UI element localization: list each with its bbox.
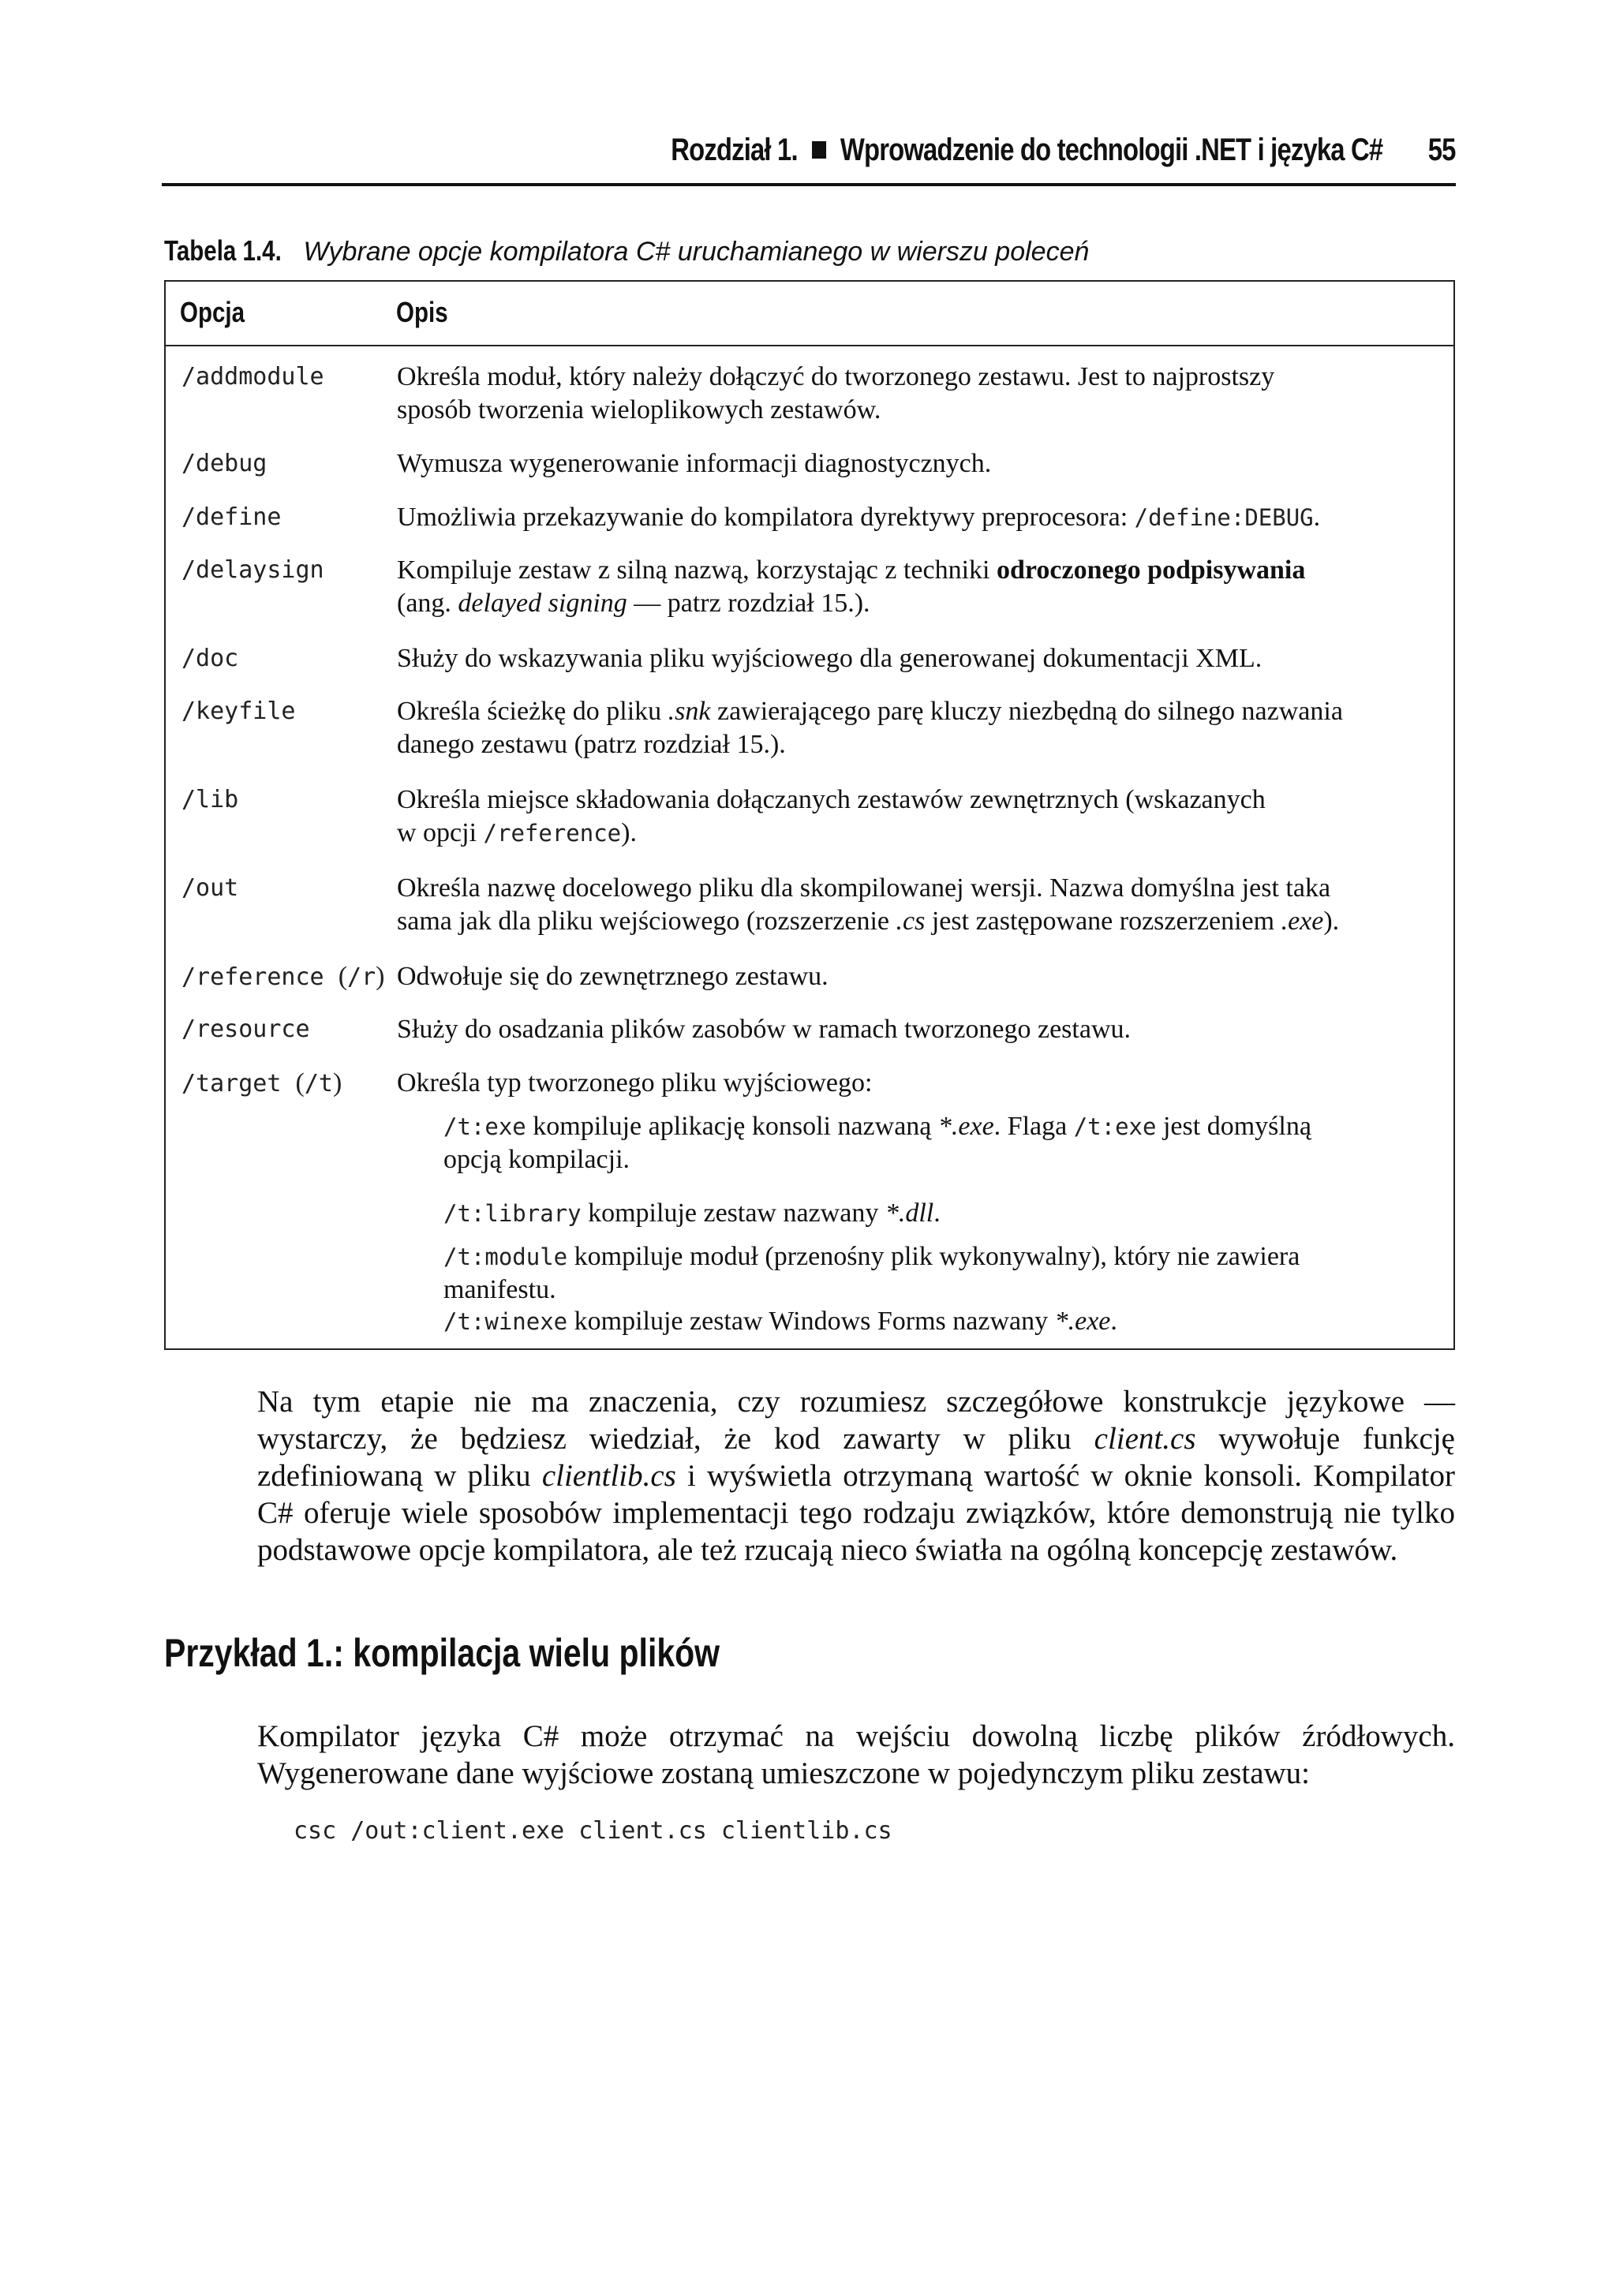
- inline-code: /t:exe: [1073, 1113, 1157, 1140]
- description-text: kompiluje aplikację konsoli nazwaną: [533, 1112, 932, 1141]
- paragraph-text: i wyświetla otrzymaną wartość w oknie konsoli. Kompilator C# oferuje wiele sposobów implementacji tego rodzaju związków, które demonstrują nie tylko podstawowe opcje kompilatora, ale też rzucają nieco światła na ogólną koncepcję zestawów.: [257, 1459, 1455, 1567]
- option-name: /doc: [181, 645, 239, 672]
- chapter-label: Rozdział 1.: [671, 133, 799, 167]
- option-name: /addmodule: [181, 363, 324, 391]
- description-line: sposób tworzenia wieloplikowych zestawów.: [397, 395, 881, 424]
- compiler-options-table: [164, 280, 1455, 1350]
- description-text: Umożliwia przekazywanie do kompilatora dyrektywy preprocesora:: [397, 503, 1128, 532]
- description-text: kompiluje moduł (przenośny plik wykonywalny), który nie zawiera: [574, 1242, 1300, 1271]
- paren: (: [338, 962, 348, 991]
- inline-code: /define:DEBUG: [1134, 504, 1314, 531]
- running-header: [162, 126, 1456, 186]
- description-text: kompiluje zestaw Windows Forms nazwany: [574, 1307, 1049, 1336]
- option-long: /target: [181, 1070, 282, 1098]
- column-header-description: Opis: [396, 296, 448, 328]
- paragraph-text: wywołuje funkcję zdefiniowaną w pliku: [257, 1422, 1455, 1493]
- option-name: /out: [181, 874, 239, 902]
- paragraph-text: Na tym etapie nie ma znaczenia, czy rozumiesz szczegółowe konstrukcje językowe — wystarczy, że będziesz wiedział, że kod zawarty w pliku: [257, 1385, 1455, 1456]
- description-line: Określa moduł, który należy dołączyć do tworzonego zestawu. Jest to najprostszy: [397, 362, 1275, 391]
- description-line: manifestu.: [443, 1275, 556, 1304]
- italic-term: .cs: [896, 907, 926, 936]
- option-name: /keyfile: [181, 697, 296, 725]
- inline-code: /reference: [483, 820, 622, 847]
- description-line: opcją kompilacji.: [443, 1145, 630, 1174]
- italic-filename: client.cs: [1094, 1422, 1196, 1456]
- description-line: Określa nazwę docelowego pliku dla skompilowanej wersji. Nazwa domyślna jest taka: [397, 873, 1331, 903]
- option-description: Służy do wskazywania pliku wyjściowego dla generowanej dokumentacji XML.: [397, 644, 1262, 673]
- option-short: /t: [304, 1070, 333, 1098]
- option-description: Służy do osadzania plików zasobów w ramach tworzonego zestawu.: [397, 1015, 1132, 1044]
- option-description: Określa typ tworzonego pliku wyjściowego:: [397, 1068, 873, 1098]
- paren: ): [376, 962, 385, 991]
- code-example: csc /out:client.exe client.cs clientlib.cs: [294, 1817, 892, 1845]
- column-header-option: Opcja: [180, 296, 245, 328]
- description-text: Kompiluje zestaw z silną nazwą, korzystając z techniki: [397, 555, 990, 585]
- option-name: /define: [181, 503, 282, 531]
- description-text: . Flaga: [993, 1112, 1068, 1141]
- option-description: [397, 695, 1438, 761]
- table-caption-label: Tabela 1.4.: [164, 234, 282, 267]
- italic-term: *.exe: [937, 1112, 994, 1141]
- option-name: [181, 1067, 342, 1101]
- target-subitem: [443, 1305, 1438, 1338]
- description-text: (ang.: [397, 589, 451, 618]
- description-text: jest domyślną: [1162, 1112, 1311, 1141]
- target-subitem: [443, 1110, 1438, 1176]
- square-bullet-icon: [812, 141, 826, 159]
- table-header-row: [166, 282, 1453, 346]
- option-description: [397, 501, 1438, 534]
- option-long: /reference: [181, 963, 324, 991]
- option-description: Odwołuje się do zewnętrznego zestawu.: [397, 962, 829, 991]
- option-short: /r: [347, 963, 376, 991]
- description-text: Określa ścieżkę do pliku: [397, 697, 662, 726]
- italic-filename: clientlib.cs: [541, 1459, 676, 1493]
- running-header-text: [671, 133, 1456, 168]
- option-description: [397, 361, 1438, 427]
- bold-term: odroczonego podpisywania: [997, 555, 1306, 585]
- section-heading: Przykład 1.: kompilacja wielu plików: [164, 1631, 720, 1675]
- table-caption-title: Wybrane opcje kompilatora C# uruchamianego w wierszu poleceń: [303, 237, 1090, 267]
- option-description: [397, 872, 1438, 938]
- description-text: w opcji: [397, 818, 477, 847]
- description-text: .: [933, 1198, 941, 1228]
- paren: (: [295, 1068, 305, 1098]
- description-text: .: [1313, 503, 1321, 532]
- option-name: /lib: [181, 786, 239, 813]
- italic-term: .snk: [668, 697, 711, 726]
- option-name: /delaysign: [181, 556, 324, 584]
- option-name: /resource: [181, 1015, 310, 1043]
- description-text: — patrz rozdział 15.).: [634, 589, 870, 618]
- table-caption: [164, 234, 1458, 267]
- body-paragraph: [257, 1383, 1455, 1569]
- inline-code: /t:module: [443, 1243, 568, 1270]
- inline-code: /t:exe: [443, 1113, 526, 1140]
- target-subitem: [443, 1197, 1438, 1230]
- target-subitem: [443, 1240, 1438, 1307]
- inline-code: /t:library: [443, 1200, 582, 1227]
- chapter-title: Wprowadzenie do technologii .NET i języka C#: [840, 133, 1383, 167]
- description-text: ).: [621, 818, 637, 847]
- description-text: sama jak dla pliku wejściowego (rozszerzenie: [397, 907, 890, 936]
- description-text: jest zastępowane rozszerzeniem: [931, 907, 1275, 936]
- description-text: kompiluje zestaw nazwany: [588, 1198, 879, 1228]
- option-name: /debug: [181, 450, 267, 477]
- description-text: .: [1110, 1307, 1117, 1336]
- italic-term: delayed signing: [458, 589, 627, 618]
- option-description: [397, 783, 1438, 850]
- option-description: Wymusza wygenerowanie informacji diagnostycznych.: [397, 449, 992, 478]
- description-line: danego zestawu (patrz rozdział 15.).: [397, 730, 786, 759]
- inline-code: /t:winexe: [443, 1308, 568, 1335]
- body-paragraph: Kompilator języka C# może otrzymać na wejściu dowolną liczbę plików źródłowych. Wygenerowane dane wyjściowe zostaną umieszczone w pojedynczym pliku zestawu:: [257, 1719, 1455, 1790]
- description-text: zawierającego parę kluczy niezbędną do silnego nazwania: [717, 697, 1343, 726]
- page-number: 55: [1428, 133, 1456, 167]
- description-text: ).: [1323, 907, 1340, 936]
- italic-term: .exe: [1281, 907, 1324, 936]
- paren: ): [332, 1068, 342, 1098]
- italic-term: *.dll: [885, 1198, 934, 1228]
- option-name: [181, 960, 384, 994]
- italic-term: *.exe: [1054, 1307, 1111, 1336]
- description-line: Określa miejsce składowania dołączanych zestawów zewnętrznych (wskazanych: [397, 785, 1266, 814]
- option-description: [397, 554, 1438, 620]
